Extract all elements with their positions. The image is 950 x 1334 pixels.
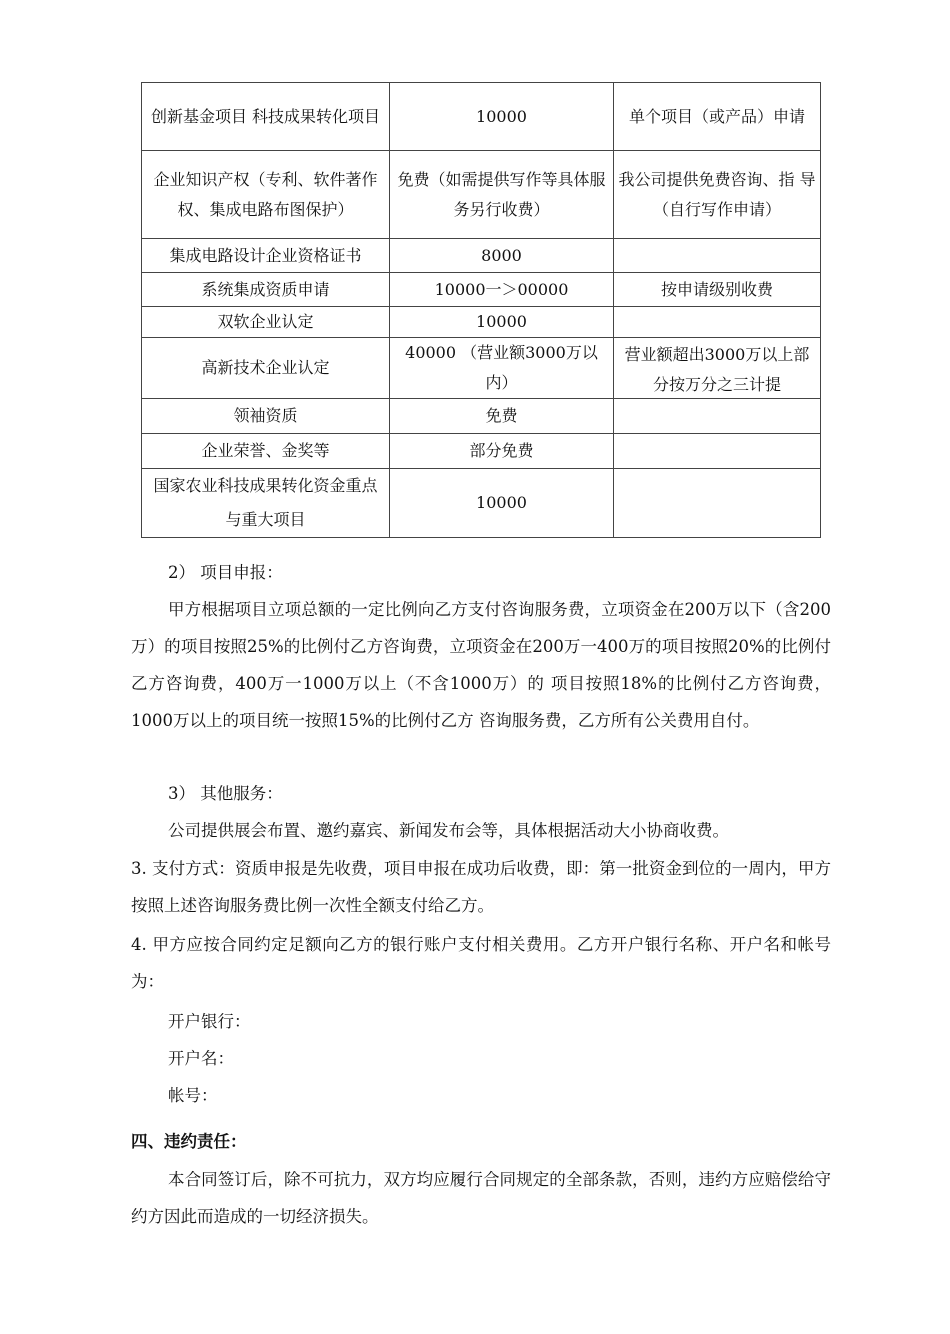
clause-4-bank: 4. 甲方应按合同约定足额向乙方的银行账户支付相关费用。乙方开户银行名称、开户名和帐号为： (131, 935, 831, 991)
table-row (142, 273, 821, 307)
table-cell-fee: 免费（如需提供写作等具体服务另行收费） (390, 151, 614, 239)
table-cell-note (614, 307, 821, 338)
section-4-paragraph: 本合同签订后，除不可抗力，双方均应履行合同规定的全部条款，否则，违约方应赔偿给守约方因此而造成的一切经济损失。 (131, 1170, 831, 1226)
section-4-heading: 四、违约责任： (131, 1132, 247, 1151)
table-cell-service: 国家农业科技成果转化资金重点与重大项目 (142, 469, 390, 538)
item-3-title: 3） 其他服务： (168, 784, 283, 803)
item-2-title: 2） 项目申报： (168, 563, 283, 582)
item-3-paragraph: 公司提供展会布置、邀约嘉宾、新闻发布会等，具体根据活动大小协商收费。 (168, 821, 729, 840)
account-name-label: 开户名： (168, 1049, 234, 1068)
table-row (142, 151, 821, 239)
item-2-paragraph: 甲方根据项目立项总额的一定比例向乙方支付咨询服务费，立项资金在200万以下（含200万）的项目按照25%的比例付乙方咨询费，立项资金在200万一400万的项目按照20%的比例付乙方咨询费，400万一1000万以上（不含1000万）的 项目按照18%的比例付乙方咨询费，1000万以上的项目统一按照15%的比例付乙方 咨询服务费，乙方所有公关费用自付。 (131, 600, 831, 730)
table-cell-note (614, 239, 821, 273)
table-cell-fee: 40000 （营业额3000万以内） (390, 338, 614, 399)
table-row (142, 83, 821, 151)
account-number-label: 帐号： (168, 1086, 218, 1105)
table-cell-service: 企业荣誉、金奖等 (142, 434, 390, 469)
table-cell-service: 双软企业认定 (142, 307, 390, 338)
table-cell-note (614, 434, 821, 469)
fee-table (141, 82, 821, 538)
table-cell-fee: 部分免费 (390, 434, 614, 469)
table-cell-note (614, 399, 821, 434)
table-cell-note (614, 338, 821, 399)
table-cell-service: 领袖资质 (142, 399, 390, 434)
table-row (142, 307, 821, 338)
table-cell-note: 单个项目（或产品）申请 (614, 83, 821, 151)
table-cell-note (614, 469, 821, 538)
table-cell-fee: 10000 (390, 83, 614, 151)
table-cell-service: 系统集成资质申请 (142, 273, 390, 307)
table-cell-fee: 10000 (390, 307, 614, 338)
table-cell-fee: 免费 (390, 399, 614, 434)
table-cell-fee: 10000 (390, 469, 614, 538)
table-row (142, 469, 821, 538)
table-row (142, 399, 821, 434)
table-cell-service: 企业知识产权（专利、软件著作权、集成电路布图保护） (142, 151, 390, 239)
bank-label: 开户银行： (168, 1012, 251, 1031)
table-cell-service: 集成电路设计企业资格证书 (142, 239, 390, 273)
table-cell-fee: 8000 (390, 239, 614, 273)
table-cell-fee: 10000一＞00000 (390, 273, 614, 307)
table-cell-service: 创新基金项目 科技成果转化项目 (142, 83, 390, 151)
table-cell-note: 按申请级别收费 (614, 273, 821, 307)
clause-3-payment: 3. 支付方式：资质申报是先收费，项目申报在成功后收费，即：第一批资金到位的一周内，甲方按照上述咨询服务费比例一次性全额支付给乙方。 (131, 859, 831, 915)
table-cell-note: 我公司提供免费咨询、指 导（自行写作申请） (614, 151, 821, 239)
table-row (142, 338, 821, 399)
table-row (142, 434, 821, 469)
table-row (142, 239, 821, 273)
table-cell-service: 高新技术企业认定 (142, 338, 390, 399)
note-text: 营业额超出3000万以上部分按万分之三计提 (624, 345, 810, 394)
